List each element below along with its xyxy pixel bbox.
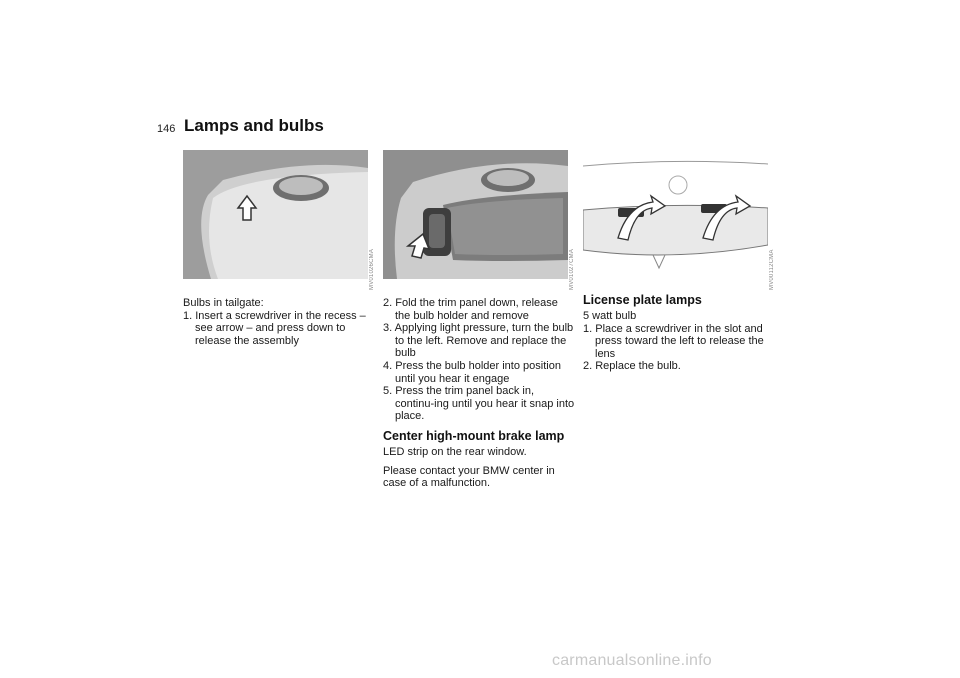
bulb-holder-steps: [383, 297, 575, 423]
bulb-holder-figure: [383, 150, 568, 279]
list-item: 2. Fold the trim panel down, release the bulb holder and remove: [383, 297, 558, 322]
section-heading-brake-lamp: Center high-mount brake lamp: [383, 428, 565, 443]
bulb-holder-arrow-icon: [383, 150, 568, 279]
figure-code: MV00112CMA: [769, 249, 775, 290]
column-tailgate: [183, 297, 375, 347]
page-number: 146: [157, 123, 176, 135]
bulb-spec: 5 watt bulb: [583, 310, 637, 322]
column-license-plate: [583, 293, 775, 373]
paragraph: LED strip on the rear window.: [383, 445, 527, 458]
license-plate-lamps-rotate-arrows-icon: [583, 150, 768, 279]
page-title: Lamps and bulbs: [184, 116, 324, 135]
list-item: 1. Insert a screwdriver in the recess – see arrow – and press down to release the assembly: [183, 309, 366, 347]
figure-code: MV01027CMA: [569, 248, 575, 290]
tailgate-steps: [183, 310, 375, 348]
watermark: carmanualsonline.info: [552, 652, 712, 669]
list-item: 1. Place a screwdriver in the slot and press toward the left to release the lens: [583, 322, 764, 360]
license-plate-figure: [583, 150, 768, 279]
section-heading-license-plate: License plate lamps: [583, 293, 702, 307]
license-plate-steps: [583, 323, 775, 373]
tailgate-figure: [183, 150, 368, 279]
list-item: 3. Applying light pressure, turn the bulb to the left. Remove and replace the bulb: [383, 322, 574, 360]
list-item: 2. Replace the bulb.: [583, 360, 681, 373]
tailgate-trim-panel-arrow-icon: [183, 150, 368, 279]
column-bulb-holder: [383, 297, 575, 490]
tailgate-intro: Bulbs in tailgate:: [183, 297, 264, 309]
figure-code: MV01026CMA: [369, 248, 375, 290]
list-item: 5. Press the trim panel back in, continu-ing until you hear it snap into place.: [383, 385, 575, 423]
list-item: 4. Press the bulb holder into position until you hear it engage: [383, 359, 561, 385]
paragraph: Please contact your BMW center in case of a malfunction.: [383, 464, 555, 490]
